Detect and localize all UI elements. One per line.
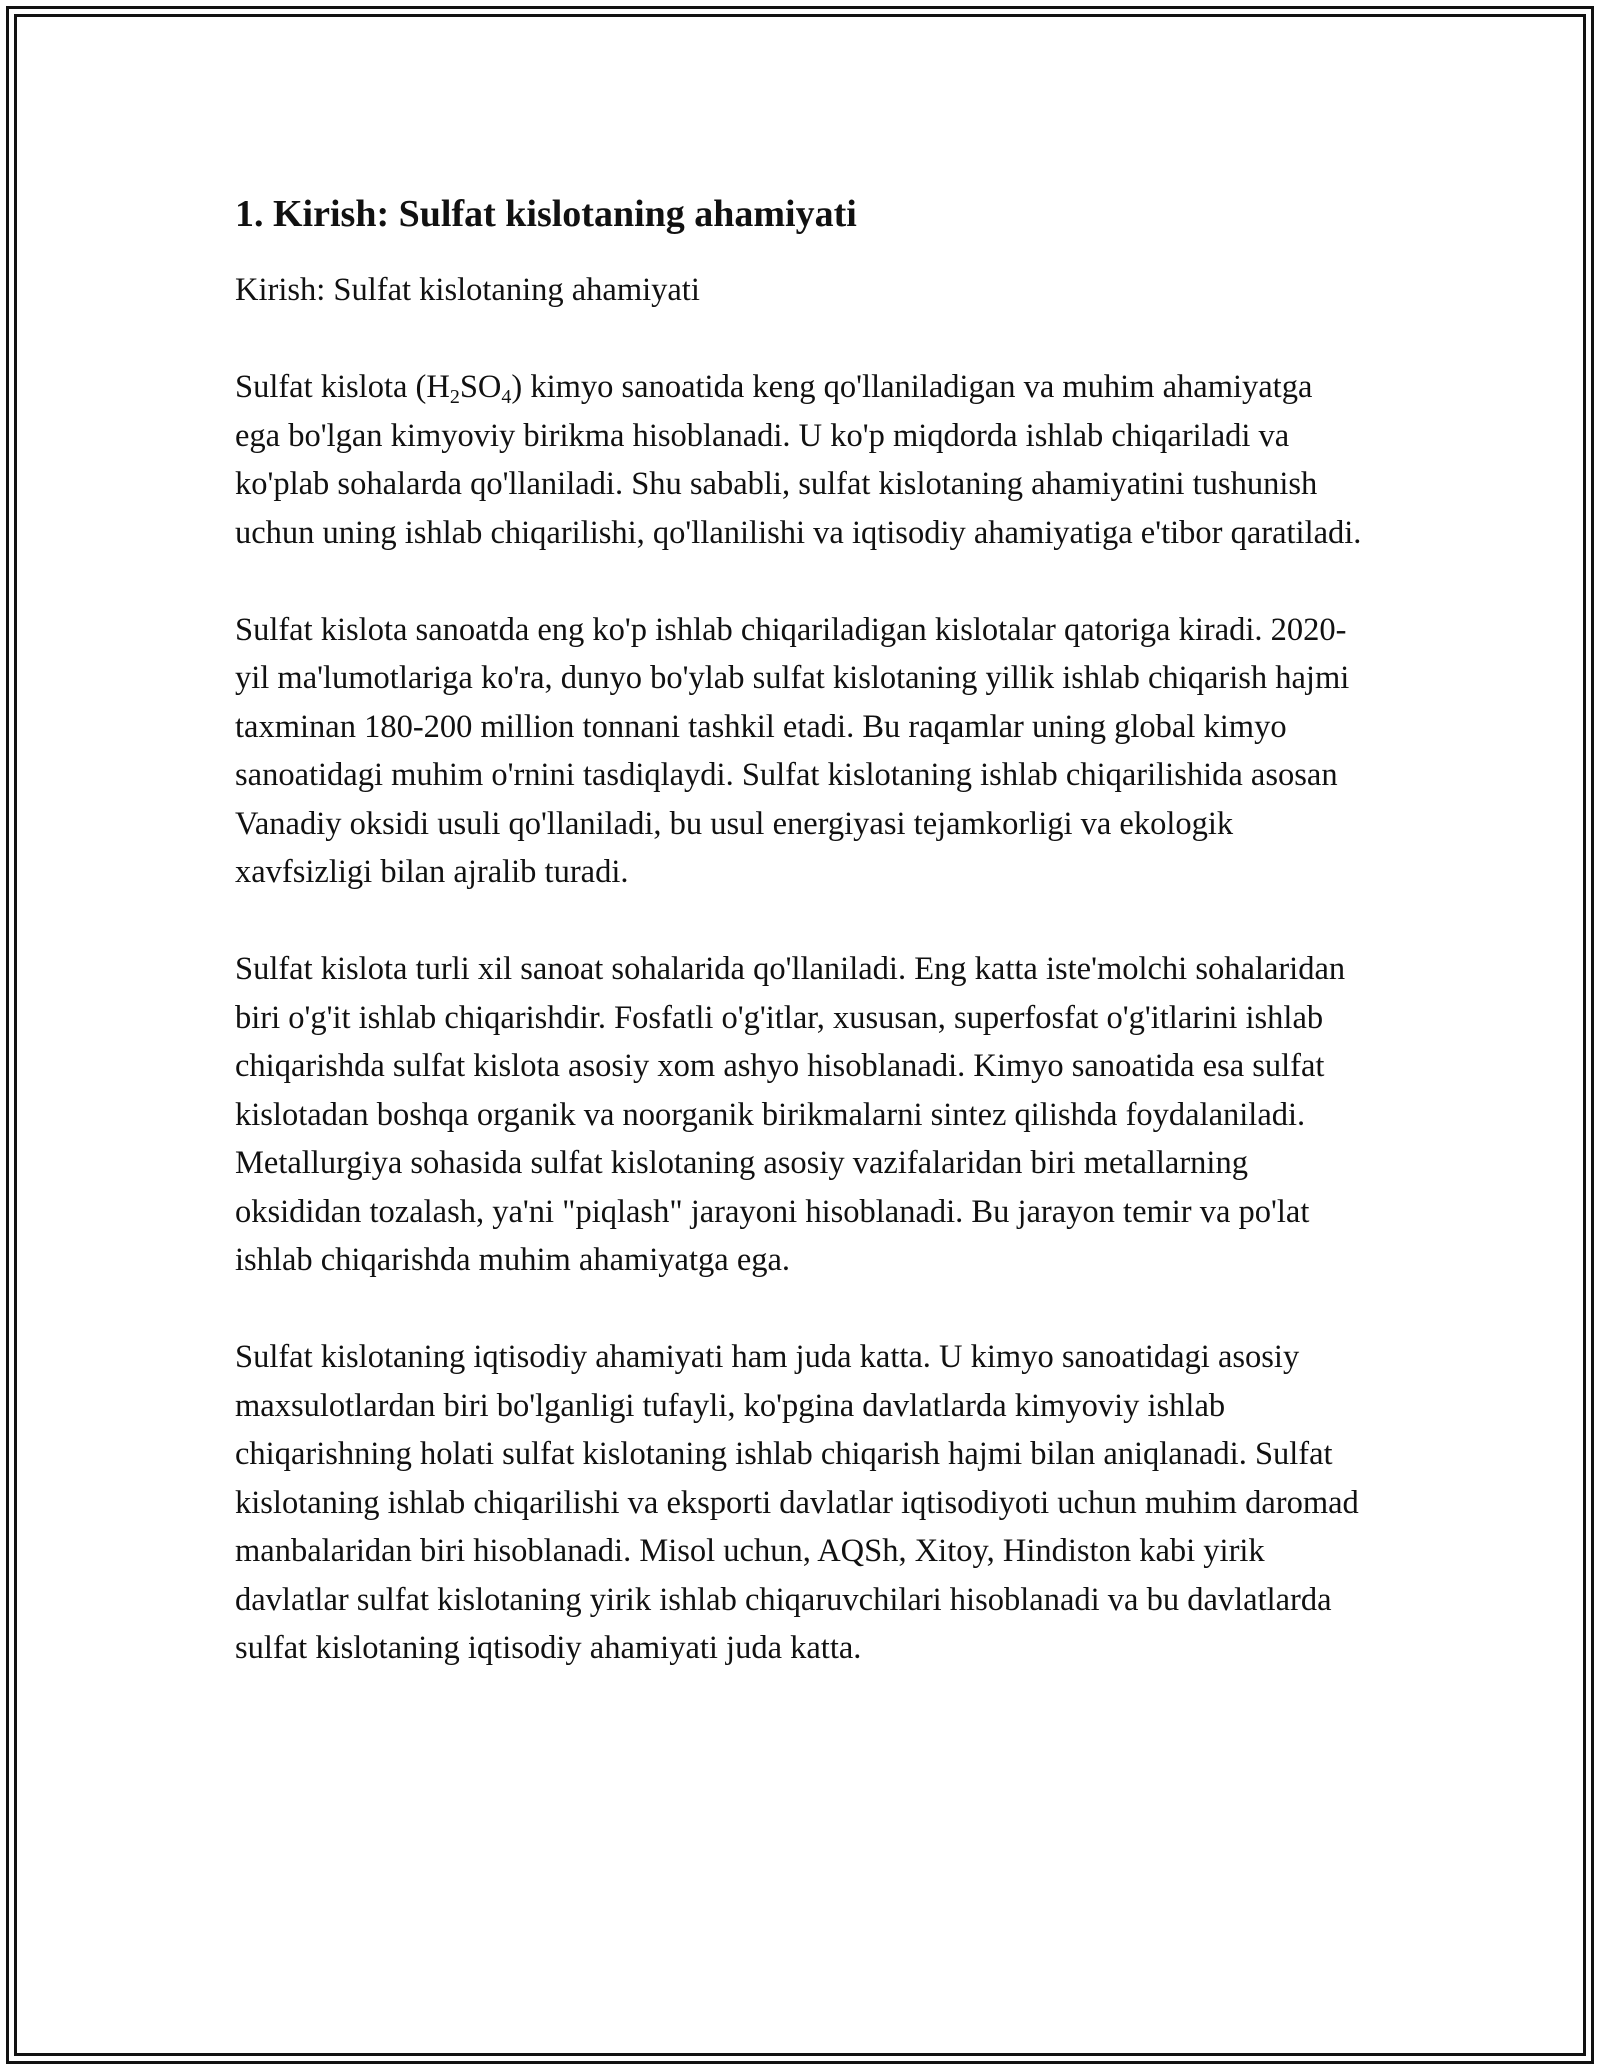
formula-subscript-2: 2 bbox=[449, 386, 460, 408]
paragraph-3: Sulfat kislota turli xil sanoat sohalarida qo'llaniladi. Eng katta iste'molchi sohalaridan biri o'g'it ishlab chiqarishdir. Fosfatli o'g'itlar, xususan, superfosfat o'g'itlarini ishlab chiqarishda sulfat kislota asosiy xom ashyo hisoblanadi. Kimyo sanoatida esa sulfat kislotadan boshqa organik va noorganik birikmalarni sintez qilishda foydalaniladi. Metallurgiya sohasida sulfat kislotaning asosiy vazifalaridan biri metallarning oksididan tozalash, ya'ni "piqlash" jarayoni hisoblanadi. Bu jarayon temir va po'lat ishlab chiqarishda muhim ahamiyatga ega. bbox=[235, 951, 1346, 1278]
paragraph-1-text-start: Sulfat kislota (H bbox=[235, 369, 450, 405]
paragraph-1 bbox=[235, 363, 1365, 557]
formula-subscript-4: 4 bbox=[501, 386, 512, 408]
section-subheading: Kirish: Sulfat kislotaning ahamiyati bbox=[235, 272, 700, 308]
section-heading: 1. Kirish: Sulfat kislotaning ahamiyati bbox=[235, 193, 857, 235]
formula-so: SO bbox=[459, 369, 502, 405]
document-body bbox=[235, 190, 1365, 1721]
paragraph-4: Sulfat kislotaning iqtisodiy ahamiyati ham juda katta. U kimyo sanoatidagi asosiy maxsulotlardan biri bo'lganligi tufayli, ko'pgina davlatlarda kimyoviy ishlab chiqarishning holati sulfat kislotaning ishlab chiqarish hajmi bilan aniqlanadi. Sulfat kislotaning ishlab chiqarilishi va eksporti davlatlar iqtisodiyoti uchun muhim daromad manbalaridan biri hisoblanadi. Misol uchun, AQSh, Xitoy, Hindiston kabi yirik davlatlar sulfat kislotaning yirik ishlab chiqaruvchilari hisoblanadi va bu davlatlarda sulfat kislotaning iqtisodiy ahamiyati juda katta. bbox=[235, 1339, 1359, 1666]
paragraph-2: Sulfat kislota sanoatda eng ko'p ishlab chiqariladigan kislotalar qatoriga kiradi. 2020-yil ma'lumotlariga ko'ra, dunyo bo'ylab sulfat kislotaning yillik ishlab chiqarish hajmi taxminan 180-200 million tonnani tashkil etadi. Bu raqamlar uning global kimyo sanoatidagi muhim o'rnini tasdiqlaydi. Sulfat kislotaning ishlab chiqarilishida asosan Vanadiy oksidi usuli qo'llaniladi, bu usul energiyasi tejamkorligi va ekologik xavfsizligi bilan ajralib turadi. bbox=[235, 611, 1350, 890]
paragraph-1-text-end: ) kimyo sanoatida keng qo'llaniladigan va muhim ahamiyatga ega bo'lgan kimyoviy birikma hisoblanadi. U ko'p miqdorda ishlab chiqariladi va ko'plab sohalarda qo'llaniladi. Shu sababli, sulfat kislotaning ahamiyatini tushunish uchun uning ishlab chiqarilishi, qo'llanilishi va iqtisodiy ahamiyatiga e'tibor qaratiladi. bbox=[235, 369, 1362, 551]
